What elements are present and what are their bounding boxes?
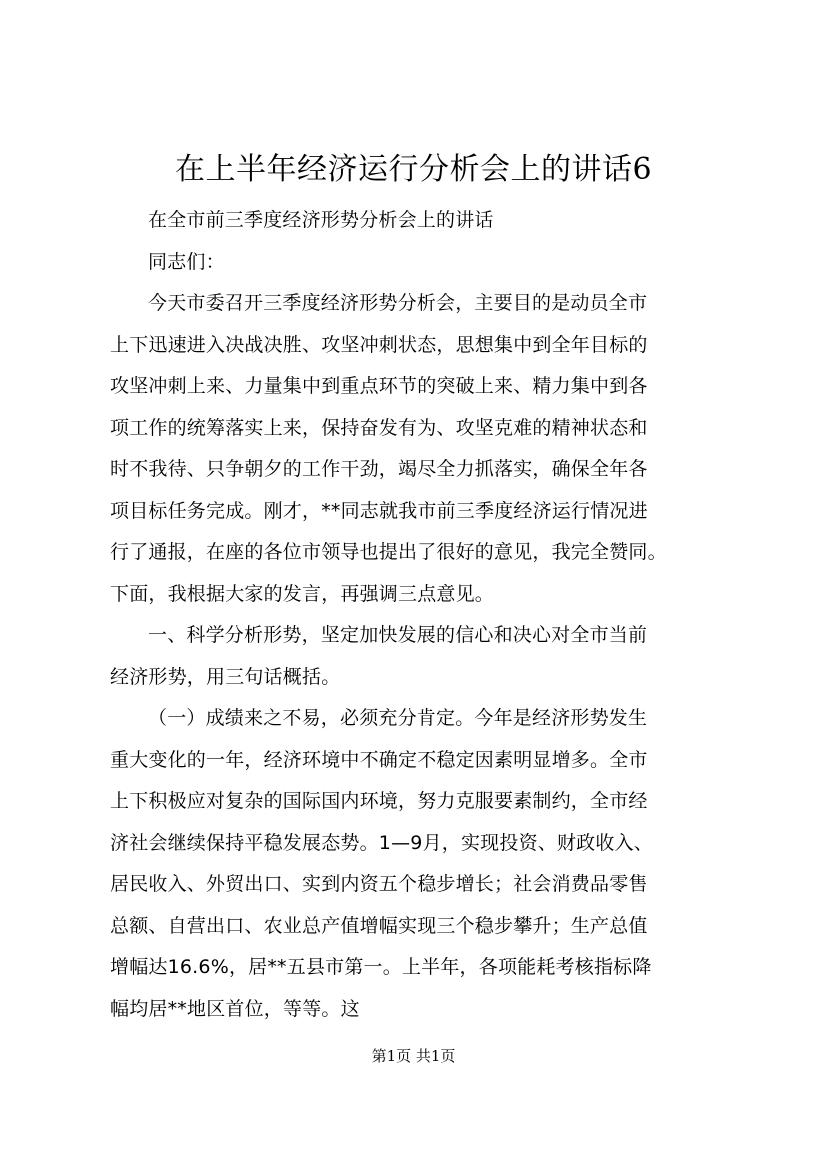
body-line: 行了通报，在座的各位市领导也提出了很好的意见，我完全赞同。 bbox=[110, 541, 667, 563]
body-line: 在全市前三季度经济形势分析会上的讲话 bbox=[148, 209, 494, 231]
body-line: 经济形势，用三句话概括。 bbox=[110, 665, 341, 688]
body-line: 增幅达16.6%，居**五县市第一。上半年，各项能耗考核指标降 bbox=[110, 956, 652, 978]
body-line: 今天市委召开三季度经济形势分析会，主要目的是动员全市 bbox=[148, 292, 648, 314]
body-line: 济社会继续保持平稳发展态势。1—9月，实现投资、财政收入、 bbox=[110, 831, 653, 854]
body-line: 项工作的统筹落实上来，保持奋发有为、攻坚克难的精神状态和 bbox=[110, 416, 648, 439]
body-line: 项目标任务完成。刚才，**同志就我市前三季度经济运行情况进 bbox=[110, 499, 648, 522]
body-line: 一、科学分析形势，坚定加快发展的信心和决心对全市当前 bbox=[148, 624, 648, 646]
body-line: 下面，我根据大家的发言，再强调三点意见。 bbox=[110, 582, 495, 605]
document-title: 在上半年经济运行分析会上的讲话6 bbox=[174, 152, 653, 187]
page-number-footer: 第1页 共1页 bbox=[371, 1047, 456, 1065]
document-body bbox=[110, 200, 730, 1030]
body-line: 幅均居**地区首位，等等。这 bbox=[110, 997, 360, 1020]
body-line: 总额、自营出口、农业总产值增幅实现三个稳步攀升；生产总值 bbox=[110, 914, 648, 937]
body-line: （一）成绩来之不易，必须充分肯定。今年是经济形势发生 bbox=[148, 707, 648, 729]
body-line: 居民收入、外贸出口、实到内资五个稳步增长；社会消费品零售 bbox=[110, 873, 648, 895]
body-line: 上下迅速进入决战决胜、攻坚冲刺状态，思想集中到全年目标的 bbox=[110, 333, 648, 356]
body-line: 攻坚冲刺上来、力量集中到重点环节的突破上来、精力集中到各 bbox=[110, 375, 648, 397]
body-line: 上下积极应对复杂的国际国内环境，努力克服要素制约，全市经 bbox=[110, 790, 648, 812]
body-line: 重大变化的一年，经济环境中不确定不稳定因素明显增多。全市 bbox=[110, 748, 648, 771]
body-line: 同志们： bbox=[148, 250, 225, 273]
body-line: 时不我待、只争朝夕的工作干劲，竭尽全力抓落实，确保全年各 bbox=[110, 458, 648, 480]
